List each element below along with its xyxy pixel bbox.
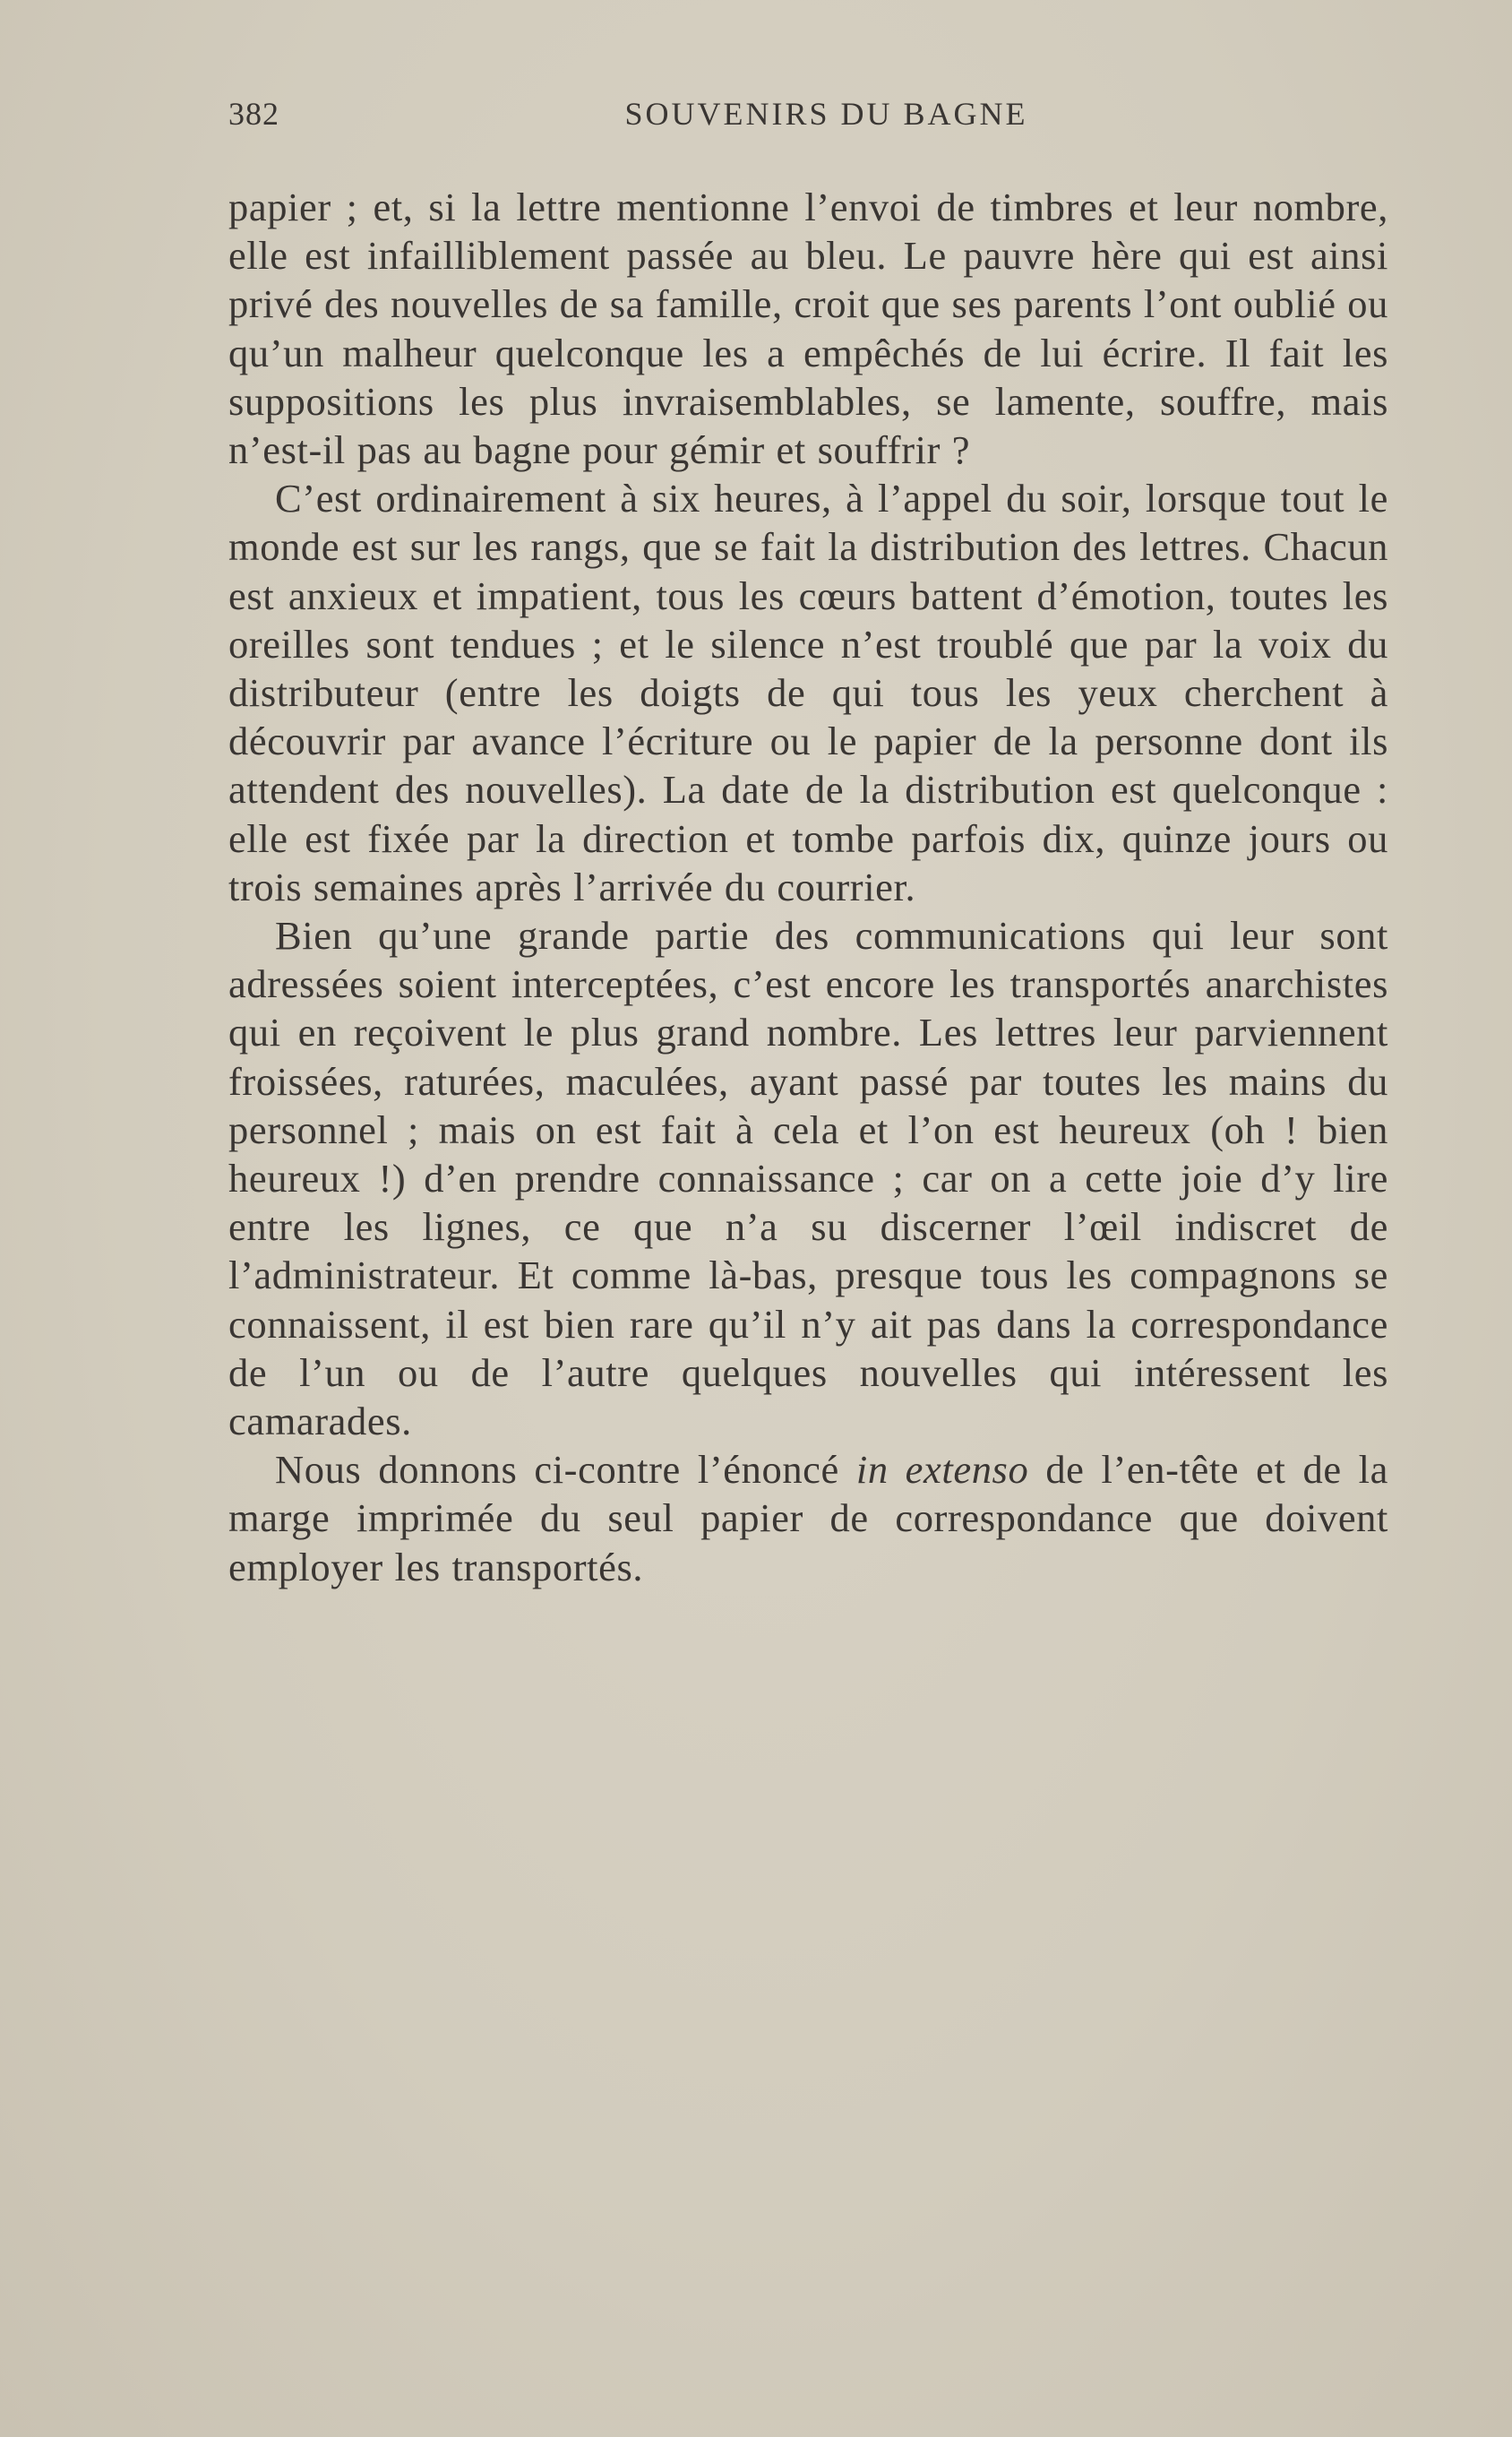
running-head — [228, 95, 1388, 149]
page-number: 382 — [228, 96, 279, 132]
paragraph-2: C’est ordinairement à six heures, à l’appel du soir, lorsque tout le monde est sur les rangs, que se fait la distribution des lettres. Chacun est anxieux et impatient, tous les cœurs battent d’émotion, toutes les oreilles sont tendues ; et le silence n’est troublé que par la voix du distributeur (entre les doigts de qui tous les yeux cherchent à découvrir par avance l’écriture ou le papier de la personne dont ils attendent des nouvelles). La date de la distribution est quelconque : elle est fixée par la direction et tombe parfois dix, quinze jours ou trois semaines après l’arrivée du courrier. — [228, 476, 1388, 909]
paragraph-4 — [228, 1445, 1388, 1591]
paragraph-4-italic: in extenso — [855, 1447, 1029, 1493]
paragraph-1: papier ; et, si la lettre mentionne l’envoi de timbres et leur nombre, elle est infailliblement passée au bleu. Le pauvre hère qui est ainsi privé des nouvelles de sa famille, croit que ses parents l’ont oublié ou qu’un malheur quelconque les a empêchés de lui écrire. Il fait les suppositions les plus invraisemblables, se lamente, souffre, mais n’est-il pas au bagne pour gémir et souffrir ? — [228, 185, 1388, 473]
paragraph-3: Bien qu’une grande partie des communications qui leur sont adressées soient interceptées, c’est encore les transportés anarchistes qui en reçoivent le plus grand nombre. Les lettres leur parviennent froissées, raturées, maculées, ayant passé par toutes les mains du personnel ; mais on est fait à cela et l’on est heureux (oh ! bien heureux !) d’en prendre connaissance ; car on a cette joie d’y lire entre les lignes, ce que n’a su discerner l’œil indiscret de l’administrateur. Et comme là-bas, presque tous les compagnons se connaissent, il est bien rare qu’il n’y ait pas dans la correspondance de l’un ou de l’autre quelques nouvelles qui intéressent les camarades. — [228, 913, 1388, 1444]
running-title: SOUVENIRS DU BAGNE — [624, 96, 1028, 132]
paragraph-4-tail: de l’en-tête et de la marge imprimée du seul papier de correspondance que doivent employer les transportés. — [228, 1447, 1388, 1589]
paragraph-4-lead: Nous donnons ci-contre l’énoncé — [275, 1447, 856, 1493]
body-text — [228, 183, 1388, 1591]
